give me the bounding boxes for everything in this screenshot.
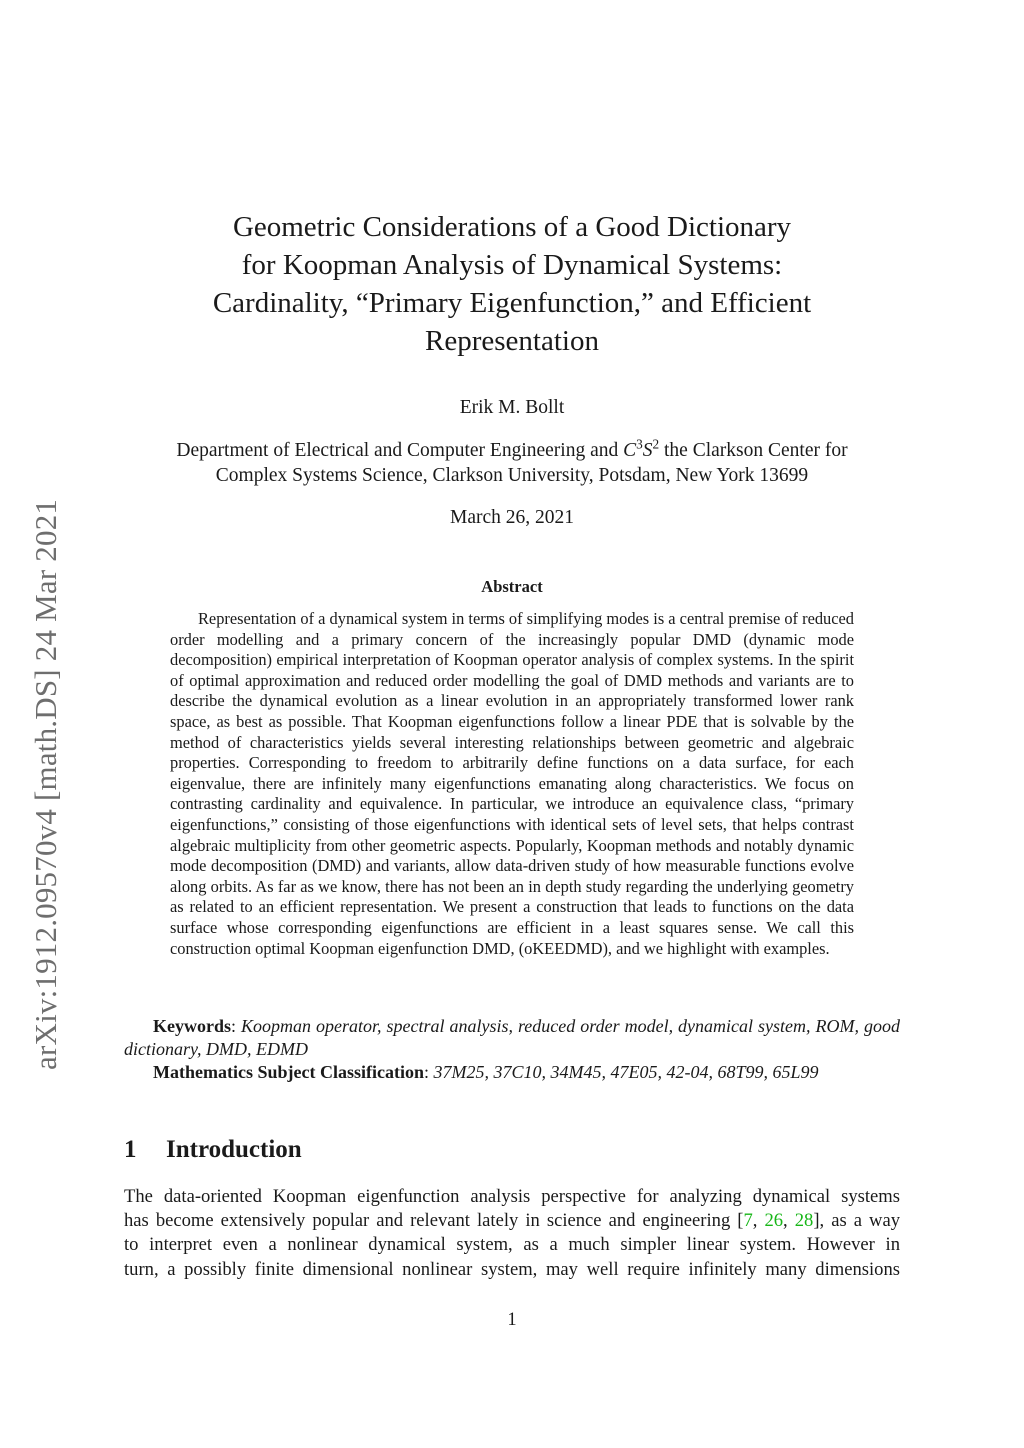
author-affiliation — [112, 438, 912, 488]
title-line: Representation — [425, 325, 599, 357]
affiliation-text: Department of Electrical and Computer Engineering and — [176, 440, 624, 461]
introduction-paragraph — [124, 1185, 900, 1282]
keywords-list: Koopman operator, spectral analysis, reduced order model, dynamical system, ROM, good dictionary, DMD, EDMD — [124, 1016, 900, 1059]
citation-link[interactable]: 28 — [794, 1210, 814, 1232]
title-line: for Koopman Analysis of Dynamical Systems: — [241, 249, 783, 281]
msc-separator: : — [423, 1062, 434, 1082]
paper-title — [150, 208, 874, 360]
keywords-separator: : — [231, 1016, 241, 1036]
page-number: 1 — [507, 1310, 517, 1330]
paper-date: March 26, 2021 — [449, 507, 575, 528]
keywords-paragraph — [124, 1015, 900, 1061]
keywords-label: Keywords — [153, 1016, 231, 1036]
body-line: turn, a possibly finite dimensional nonlinear system, may well require infinitely many dimensions — [124, 1258, 900, 1280]
body-text: has become extensively popular and relevant lately in science and engineering [ — [124, 1210, 744, 1232]
title-line: Cardinality, “Primary Eigenfunction,” and Efficient — [212, 287, 812, 319]
section-heading — [124, 1136, 900, 1164]
author-name: Erik M. Bollt — [459, 397, 565, 418]
body-line: The data-oriented Koopman eigenfunction analysis perspective for analyzing dynamical systems — [124, 1186, 900, 1207]
c3s2-c-exponent: 3 — [636, 436, 643, 452]
section-number: 1 — [124, 1136, 137, 1163]
title-line: Geometric Considerations of a Good Dictionary — [232, 211, 792, 243]
c3s2-s: S — [642, 440, 653, 461]
section-title: Introduction — [166, 1136, 302, 1163]
abstract-body: Representation of a dynamical system in terms of simplifying modes is a central premise of reduced order modelling and a primary concern of the increasingly popular DMD (dynamic mode decomposition) empirical interpretation of Koopman operator analysis of complex systems. In the spirit of optimal approximation and reduced order modelling the goal of DMD methods and variants are to describe the dynamical evolution as a linear evolution in an appropriately transformed lower rank space, as best as possible. That Koopman eigenfunctions follow a linear PDE that is solvable by the method of characteristics yields several interesting relationships between geometric and algebraic properties. Corresponding to freedom to arbitrarily define functions on a data surface, for each eigenvalue, there are infinitely many eigenfunctions emanating along characteristics. We focus on contrasting cardinality and equivalence. In particular, we introduce an equivalence class, “primary eigenfunctions,” consisting of those eigenfunctions with identical sets of level sets, that helps contrast algebraic multiplicity from other geometric aspects. Popularly, Koopman methods and notably dynamic mode decomposition (DMD) and variants, allow data-driven study of how measurable functions evolve along orbits. As far as we know, there has not been an in depth study regarding the underlying geometry as related to an efficient representation. We present a construction that leads to functions on the data surface whose corresponding eigenfunctions are efficient in a least squares sense. We call this construction optimal Koopman eigenfunction DMD, (oKEEDMD), and we highlight with examples. — [170, 609, 854, 958]
c3s2-s-exponent: 2 — [652, 436, 660, 452]
arxiv-identifier-stamp: arXiv:1912.09570v4 [math.DS] 24 Mar 2021 — [28, 498, 63, 1070]
citation-link[interactable]: 26 — [764, 1210, 784, 1232]
body-line: to interpret even a nonlinear dynamical system, as a much simpler linear system. However in — [124, 1234, 900, 1256]
msc-codes: 37M25, 37C10, 34M45, 47E05, 42-04, 68T99, 65L99 — [433, 1062, 819, 1082]
citation-separator: , — [783, 1210, 795, 1232]
body-line — [124, 1209, 900, 1233]
abstract-heading: Abstract — [481, 577, 543, 596]
affiliation-line — [112, 438, 912, 463]
c3s2-c: C — [623, 440, 637, 461]
msc-label: Mathematics Subject Classification — [153, 1062, 424, 1082]
citation-link[interactable]: 7 — [743, 1210, 753, 1232]
affiliation-text: the Clarkson Center for — [659, 440, 848, 461]
body-text: ], as a way — [813, 1210, 900, 1232]
affiliation-line: Complex Systems Science, Clarkson University, Potsdam, New York 13699 — [215, 465, 809, 486]
msc-paragraph — [124, 1061, 900, 1084]
citation-separator: , — [752, 1210, 765, 1232]
